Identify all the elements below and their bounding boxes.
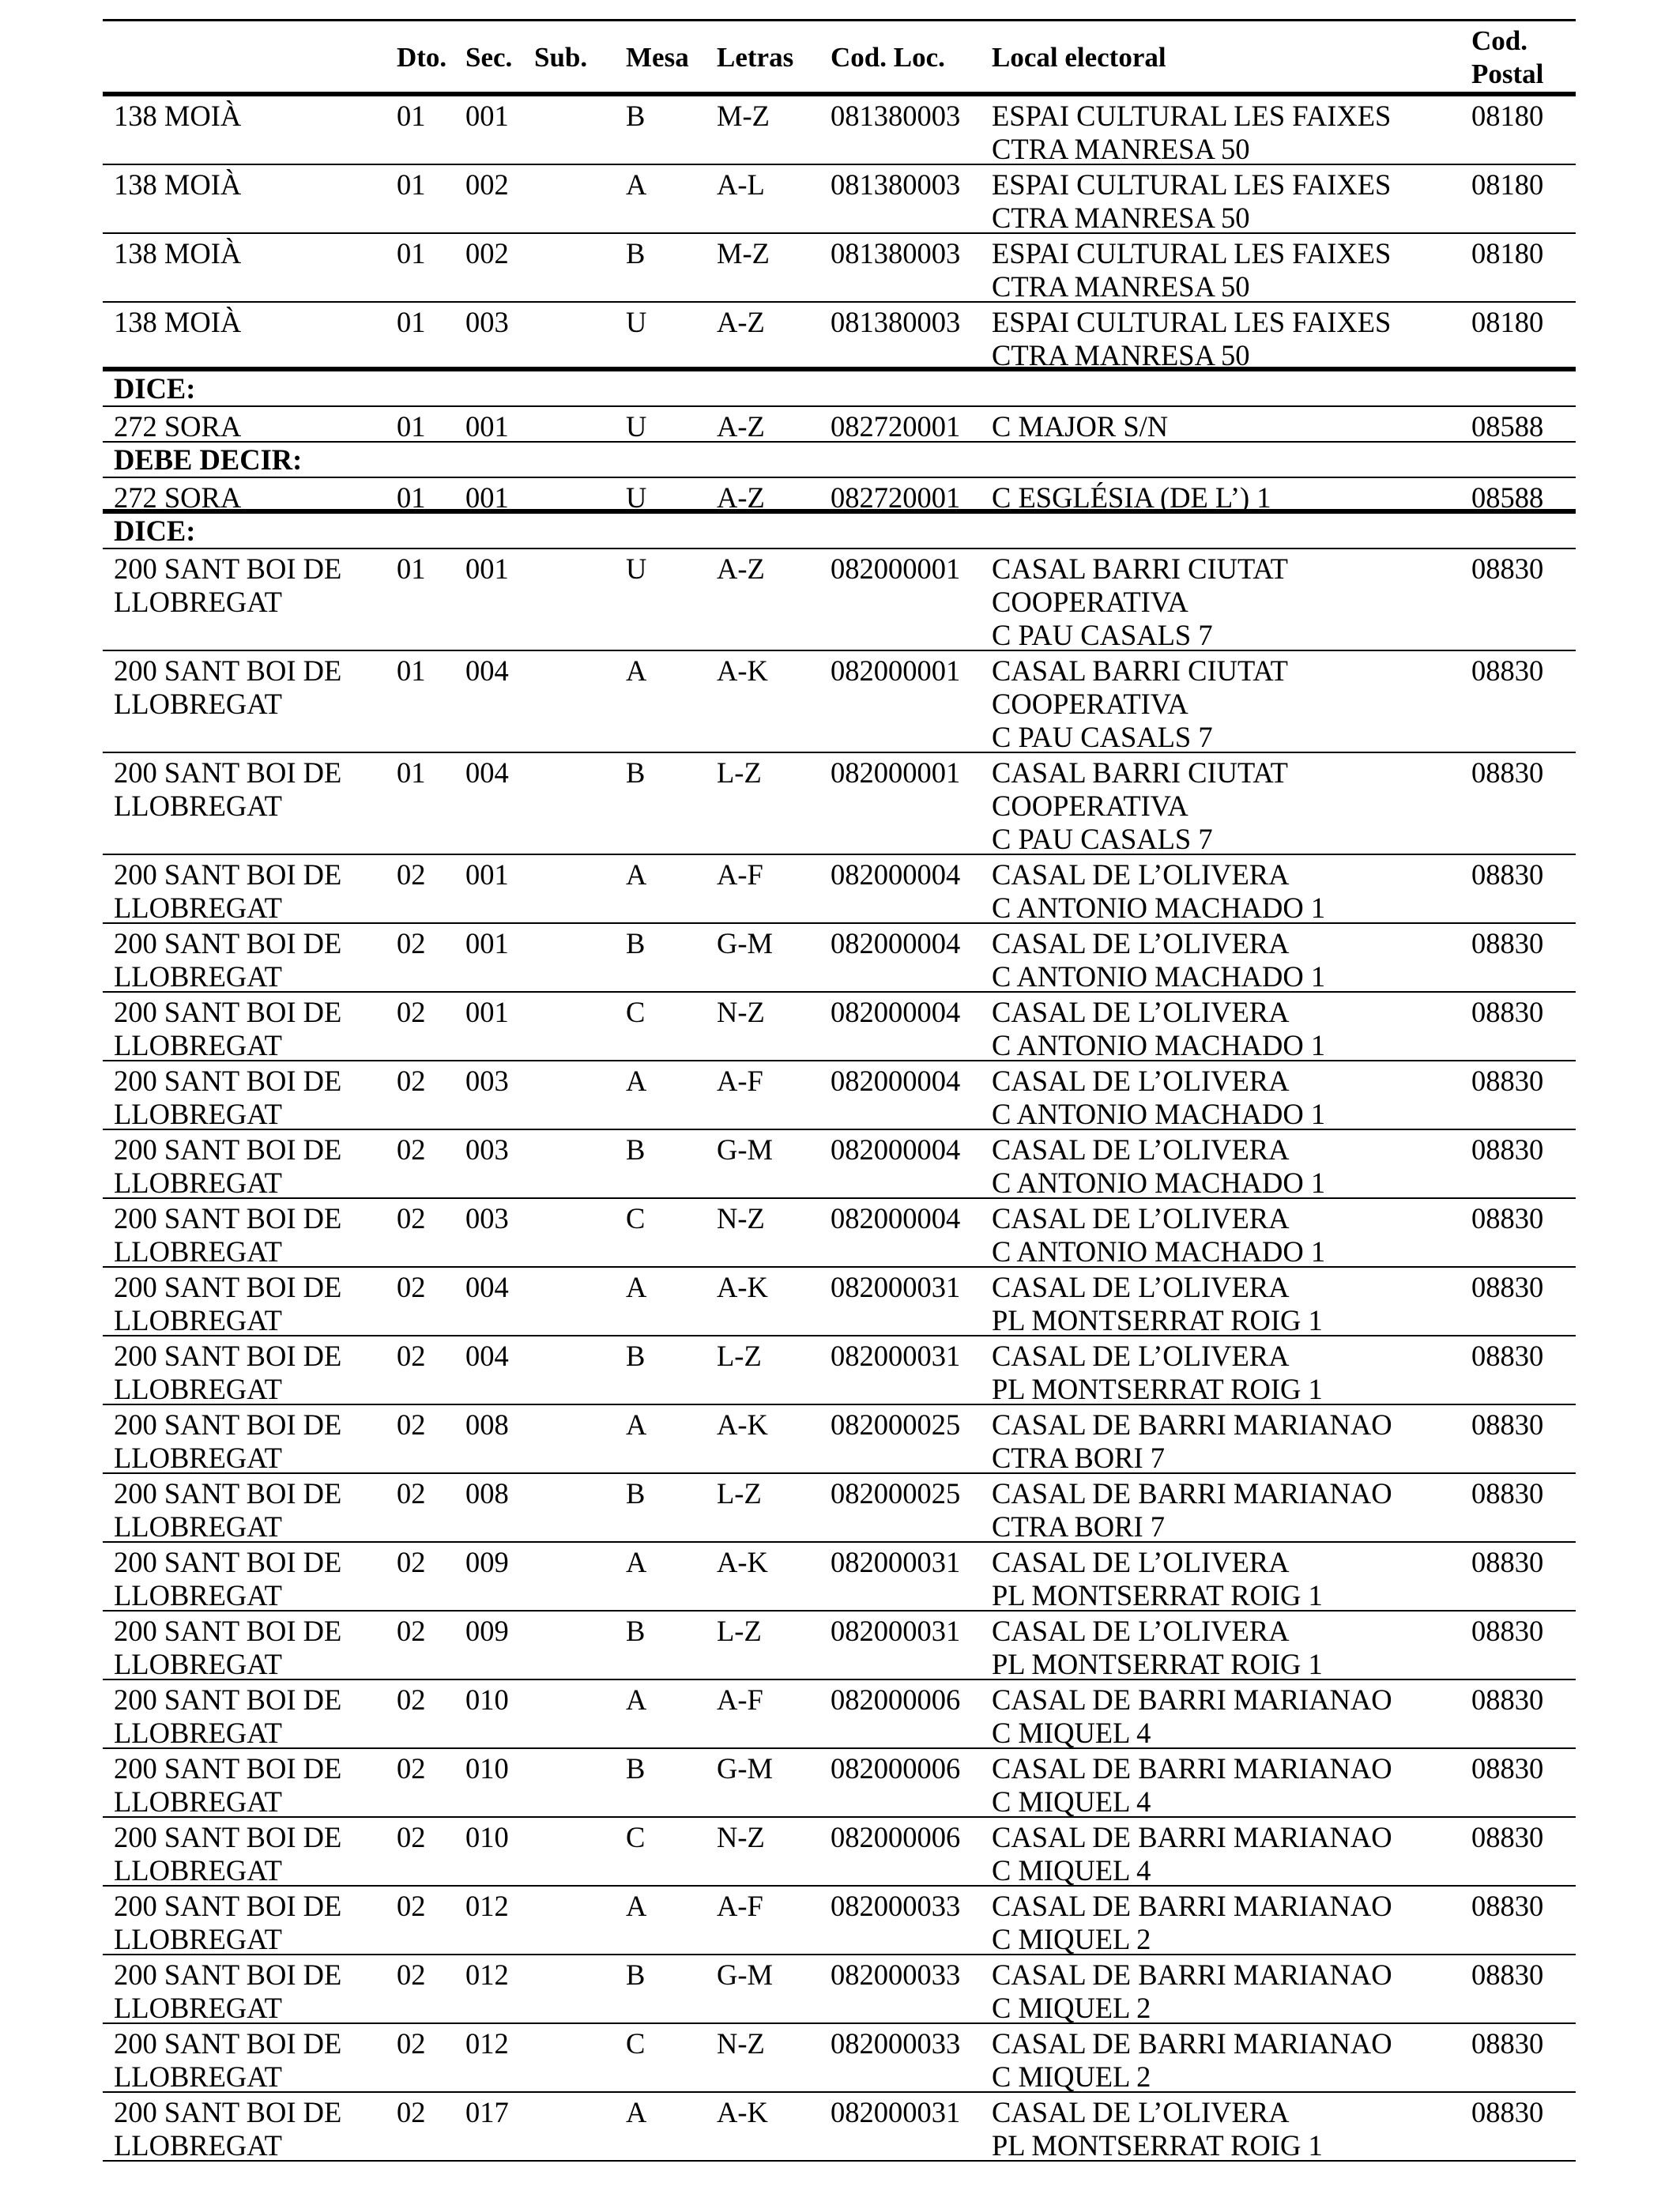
- cell-letras: A-K: [717, 654, 768, 687]
- table-row: [103, 96, 1576, 165]
- cell-cod-postal: 08830: [1471, 552, 1544, 585]
- cell-municipio: 200 SANT BOI DE LLOBREGAT: [114, 1408, 342, 1474]
- cell-letras: M-Z: [717, 237, 770, 270]
- cell-letras: A-F: [717, 1683, 763, 1716]
- cell-cod-loc: 082000031: [831, 1615, 961, 1647]
- cell-cod-postal: 08830: [1471, 2096, 1544, 2128]
- table-row: [103, 924, 1576, 993]
- table-row: [103, 1818, 1576, 1887]
- cell-cod-postal: 08830: [1471, 1340, 1544, 1372]
- cell-dto: 02: [397, 2027, 426, 2060]
- cell-sec: 001: [465, 858, 509, 891]
- table-row: [103, 549, 1576, 651]
- cell-cod-postal: 08830: [1471, 1958, 1544, 1991]
- cell-letras: A-K: [717, 1271, 768, 1303]
- cell-cod-postal: 08830: [1471, 654, 1544, 687]
- cell-sec: 004: [465, 1340, 509, 1372]
- cell-cod-postal: 08830: [1471, 1890, 1544, 1922]
- cell-local-electoral: CASAL DE L’OLIVERA C ANTONIO MACHADO 1: [992, 1065, 1326, 1130]
- cell-dto: 02: [397, 1683, 426, 1716]
- cell-dto: 01: [397, 237, 426, 270]
- cell-cod-loc: 082000031: [831, 1340, 961, 1372]
- cell-cod-postal: 08830: [1471, 996, 1544, 1028]
- cell-cod-postal: 08180: [1471, 168, 1544, 201]
- cell-municipio: 200 SANT BOI DE LLOBREGAT: [114, 1890, 342, 1955]
- cell-local-electoral: CASAL DE L’OLIVERA C ANTONIO MACHADO 1: [992, 1202, 1326, 1268]
- cell-mesa: C: [626, 2027, 646, 2060]
- cell-mesa: U: [626, 552, 647, 585]
- cell-local-electoral: CASAL BARRI CIUTAT COOPERATIVA C PAU CASALS 7: [992, 756, 1288, 855]
- cell-letras: A-Z: [717, 481, 765, 514]
- cell-letras: N-Z: [717, 996, 765, 1028]
- cell-letras: N-Z: [717, 2027, 765, 2060]
- cell-mesa: U: [626, 481, 647, 514]
- cell-sec: 003: [465, 1202, 509, 1235]
- cell-cod-loc: 082000004: [831, 1202, 961, 1235]
- cell-cod-postal: 08830: [1471, 1408, 1544, 1441]
- cell-cod-postal: 08830: [1471, 1271, 1544, 1303]
- cell-local-electoral: CASAL DE L’OLIVERA PL MONTSERRAT ROIG 1: [992, 2096, 1323, 2162]
- cell-municipio: 200 SANT BOI DE LLOBREGAT: [114, 552, 342, 618]
- cell-letras: A-K: [717, 1546, 768, 1578]
- table-row: [103, 1130, 1576, 1199]
- cell-municipio: 138 MOIÀ: [114, 237, 242, 270]
- cell-local-electoral: CASAL BARRI CIUTAT COOPERATIVA C PAU CASALS 7: [992, 654, 1288, 753]
- cell-cod-loc: 082000033: [831, 1890, 961, 1922]
- table-row: [103, 1680, 1576, 1749]
- cell-municipio: 200 SANT BOI DE LLOBREGAT: [114, 1477, 342, 1543]
- cell-municipio: 200 SANT BOI DE LLOBREGAT: [114, 1821, 342, 1887]
- cell-local-electoral: ESPAI CULTURAL LES FAIXES CTRA MANRESA 50: [992, 306, 1392, 371]
- dice-label: [103, 514, 1576, 549]
- cell-cod-loc: 082000004: [831, 996, 961, 1028]
- cell-municipio: 200 SANT BOI DE LLOBREGAT: [114, 2096, 342, 2162]
- header-sub: Sub.: [534, 42, 588, 73]
- cell-cod-loc: 081380003: [831, 237, 961, 270]
- cell-dto: 02: [397, 1958, 426, 1991]
- cell-letras: M-Z: [717, 100, 770, 132]
- cell-dto: 02: [397, 1615, 426, 1647]
- cell-sec: 002: [465, 168, 509, 201]
- cell-letras: A-K: [717, 2096, 768, 2128]
- cell-sec: 012: [465, 1890, 509, 1922]
- cell-mesa: U: [626, 410, 647, 443]
- cell-cod-postal: 08830: [1471, 927, 1544, 959]
- table-row: [103, 651, 1576, 753]
- cell-municipio: 200 SANT BOI DE LLOBREGAT: [114, 1683, 342, 1749]
- cell-cod-postal: 08830: [1471, 1133, 1544, 1166]
- cell-mesa: B: [626, 756, 646, 789]
- cell-sec: 002: [465, 237, 509, 270]
- cell-mesa: A: [626, 1271, 647, 1303]
- table-row: [103, 993, 1576, 1061]
- cell-letras: L-Z: [717, 1340, 762, 1372]
- cell-sec: 009: [465, 1546, 509, 1578]
- cell-local-electoral: C MAJOR S/N: [992, 410, 1169, 443]
- cell-dto: 02: [397, 1821, 426, 1853]
- cell-letras: A-L: [717, 168, 765, 201]
- cell-sec: 008: [465, 1408, 509, 1441]
- table-row: [103, 1268, 1576, 1336]
- cell-dto: 02: [397, 2096, 426, 2128]
- cell-local-electoral: CASAL DE BARRI MARIANAO C MIQUEL 2: [992, 2027, 1392, 2093]
- cell-letras: N-Z: [717, 1202, 765, 1235]
- header-mesa: Mesa: [626, 42, 689, 73]
- cell-dto: 02: [397, 1340, 426, 1372]
- cell-mesa: C: [626, 1202, 646, 1235]
- cell-cod-loc: 082000006: [831, 1683, 961, 1716]
- cell-cod-loc: 082000025: [831, 1477, 961, 1510]
- cell-local-electoral: CASAL DE L’OLIVERA PL MONTSERRAT ROIG 1: [992, 1615, 1323, 1680]
- cell-cod-loc: 082000033: [831, 2027, 961, 2060]
- cell-mesa: B: [626, 100, 646, 132]
- cell-dto: 02: [397, 996, 426, 1028]
- cell-municipio: 138 MOIÀ: [114, 168, 242, 201]
- table-row: [103, 1887, 1576, 1955]
- cell-cod-loc: 082000033: [831, 1958, 961, 1991]
- cell-mesa: A: [626, 1408, 647, 1441]
- cell-cod-loc: 082000006: [831, 1821, 961, 1853]
- debe-decir-label: [103, 443, 1576, 478]
- cell-cod-loc: 082000031: [831, 2096, 961, 2128]
- cell-mesa: A: [626, 1890, 647, 1922]
- cell-cod-postal: 08830: [1471, 756, 1544, 789]
- cell-cod-postal: 08830: [1471, 1477, 1544, 1510]
- cell-cod-postal: 08180: [1471, 100, 1544, 132]
- cell-municipio: 200 SANT BOI DE LLOBREGAT: [114, 858, 342, 924]
- cell-dto: 02: [397, 1065, 426, 1097]
- cell-local-electoral: ESPAI CULTURAL LES FAIXES CTRA MANRESA 50: [992, 168, 1392, 234]
- cell-dto: 02: [397, 1890, 426, 1922]
- cell-sec: 004: [465, 1271, 509, 1303]
- table-row: [103, 2024, 1576, 2093]
- cell-letras: A-F: [717, 858, 763, 891]
- cell-cod-loc: 082000001: [831, 654, 961, 687]
- cell-local-electoral: CASAL DE L’OLIVERA C ANTONIO MACHADO 1: [992, 996, 1326, 1061]
- cell-letras: N-Z: [717, 1821, 765, 1853]
- cell-local-electoral: CASAL DE BARRI MARIANAO C MIQUEL 2: [992, 1890, 1392, 1955]
- cell-sec: 003: [465, 1065, 509, 1097]
- cell-cod-loc: 082000004: [831, 1133, 961, 1166]
- cell-mesa: B: [626, 1477, 646, 1510]
- header-cod-postal: Cod. Postal: [1471, 25, 1544, 89]
- cell-municipio: 200 SANT BOI DE LLOBREGAT: [114, 2027, 342, 2093]
- table-row: [103, 407, 1576, 443]
- cell-dto: 01: [397, 168, 426, 201]
- cell-dto: 02: [397, 1271, 426, 1303]
- cell-local-electoral: CASAL DE BARRI MARIANAO C MIQUEL 4: [992, 1752, 1392, 1818]
- cell-cod-loc: 082720001: [831, 410, 961, 443]
- cell-cod-postal: 08830: [1471, 1065, 1544, 1097]
- cell-municipio: 200 SANT BOI DE LLOBREGAT: [114, 1065, 342, 1130]
- table-row: [103, 1543, 1576, 1612]
- table-row: [103, 1749, 1576, 1818]
- table-row: [103, 1955, 1576, 2024]
- cell-mesa: A: [626, 1683, 647, 1716]
- table-row: [103, 855, 1576, 924]
- cell-local-electoral: CASAL DE L’OLIVERA PL MONTSERRAT ROIG 1: [992, 1340, 1323, 1405]
- cell-cod-postal: 08180: [1471, 306, 1544, 338]
- cell-municipio: 200 SANT BOI DE LLOBREGAT: [114, 1340, 342, 1405]
- cell-dto: 01: [397, 306, 426, 338]
- cell-letras: A-Z: [717, 410, 765, 443]
- cell-cod-loc: 081380003: [831, 306, 961, 338]
- cell-sec: 012: [465, 1958, 509, 1991]
- cell-mesa: U: [626, 306, 647, 338]
- cell-dto: 02: [397, 1408, 426, 1441]
- cell-letras: A-Z: [717, 552, 765, 585]
- cell-dto: 02: [397, 1133, 426, 1166]
- table-row: [103, 1199, 1576, 1268]
- cell-cod-loc: 082000031: [831, 1546, 961, 1578]
- cell-letras: L-Z: [717, 1477, 762, 1510]
- cell-letras: L-Z: [717, 756, 762, 789]
- cell-municipio: 200 SANT BOI DE LLOBREGAT: [114, 1615, 342, 1680]
- header-dto: Dto.: [397, 42, 447, 73]
- cell-sec: 001: [465, 927, 509, 959]
- table-row: [103, 1405, 1576, 1474]
- cell-municipio: 272 SORA: [114, 481, 242, 514]
- cell-local-electoral: CASAL DE BARRI MARIANAO CTRA BORI 7: [992, 1408, 1392, 1474]
- cell-mesa: B: [626, 1615, 646, 1647]
- cell-cod-postal: 08830: [1471, 1683, 1544, 1716]
- cell-letras: G-M: [717, 1752, 773, 1785]
- cell-sec: 004: [465, 654, 509, 687]
- cell-cod-loc: 082000001: [831, 756, 961, 789]
- cell-letras: G-M: [717, 1133, 773, 1166]
- cell-mesa: B: [626, 1133, 646, 1166]
- cell-dto: 02: [397, 927, 426, 959]
- cell-local-electoral: CASAL BARRI CIUTAT COOPERATIVA C PAU CASALS 7: [992, 552, 1288, 651]
- cell-sec: 001: [465, 100, 509, 132]
- cell-mesa: B: [626, 1752, 646, 1785]
- dice-label-text: DICE:: [114, 515, 196, 547]
- cell-mesa: C: [626, 996, 646, 1028]
- cell-local-electoral: CASAL DE BARRI MARIANAO C MIQUEL 4: [992, 1683, 1392, 1749]
- cell-letras: A-K: [717, 1408, 768, 1441]
- cell-mesa: C: [626, 1821, 646, 1853]
- cell-sec: 008: [465, 1477, 509, 1510]
- cell-dto: 01: [397, 481, 426, 514]
- cell-local-electoral: CASAL DE L’OLIVERA C ANTONIO MACHADO 1: [992, 1133, 1326, 1199]
- cell-sec: 001: [465, 996, 509, 1028]
- header-local-electoral: Local electoral: [992, 42, 1166, 73]
- cell-local-electoral: ESPAI CULTURAL LES FAIXES CTRA MANRESA 50: [992, 237, 1392, 303]
- cell-sec: 009: [465, 1615, 509, 1647]
- cell-municipio: 200 SANT BOI DE LLOBREGAT: [114, 1546, 342, 1612]
- cell-letras: A-F: [717, 1890, 763, 1922]
- cell-local-electoral: CASAL DE L’OLIVERA PL MONTSERRAT ROIG 1: [992, 1271, 1323, 1336]
- cell-municipio: 200 SANT BOI DE LLOBREGAT: [114, 654, 342, 720]
- cell-sec: 010: [465, 1683, 509, 1716]
- cell-mesa: A: [626, 654, 647, 687]
- cell-local-electoral: CASAL DE L’OLIVERA C ANTONIO MACHADO 1: [992, 927, 1326, 993]
- cell-mesa: A: [626, 858, 647, 891]
- cell-cod-postal: 08830: [1471, 1615, 1544, 1647]
- debe-decir-label-text: DEBE DECIR:: [114, 443, 303, 476]
- cell-sec: 001: [465, 481, 509, 514]
- cell-dto: 01: [397, 100, 426, 132]
- cell-cod-loc: 082000006: [831, 1752, 961, 1785]
- cell-mesa: A: [626, 1065, 647, 1097]
- cell-cod-postal: 08830: [1471, 1821, 1544, 1853]
- cell-local-electoral: CASAL DE BARRI MARIANAO CTRA BORI 7: [992, 1477, 1392, 1543]
- cell-municipio: 272 SORA: [114, 410, 242, 443]
- table-row: [103, 478, 1576, 514]
- cell-mesa: A: [626, 2096, 647, 2128]
- cell-cod-postal: 08588: [1471, 481, 1544, 514]
- cell-mesa: B: [626, 927, 646, 959]
- cell-cod-postal: 08830: [1471, 858, 1544, 891]
- cell-local-electoral: CASAL DE L’OLIVERA PL MONTSERRAT ROIG 1: [992, 1546, 1323, 1612]
- cell-cod-loc: 082000025: [831, 1408, 961, 1441]
- cell-letras: G-M: [717, 1958, 773, 1991]
- cell-sec: 012: [465, 2027, 509, 2060]
- table-row: [103, 1336, 1576, 1405]
- cell-municipio: 200 SANT BOI DE LLOBREGAT: [114, 1958, 342, 2024]
- cell-dto: 01: [397, 410, 426, 443]
- cell-sec: 010: [465, 1821, 509, 1853]
- table-row: [103, 165, 1576, 234]
- cell-dto: 02: [397, 1546, 426, 1578]
- cell-dto: 02: [397, 858, 426, 891]
- cell-mesa: B: [626, 1958, 646, 1991]
- cell-cod-postal: 08588: [1471, 410, 1544, 443]
- electoral-table: [103, 19, 1576, 2162]
- cell-municipio: 200 SANT BOI DE LLOBREGAT: [114, 756, 342, 822]
- cell-local-electoral: ESPAI CULTURAL LES FAIXES CTRA MANRESA 50: [992, 100, 1392, 165]
- table-row: [103, 1474, 1576, 1543]
- cell-cod-loc: 081380003: [831, 100, 961, 132]
- cell-cod-loc: 082000031: [831, 1271, 961, 1303]
- cell-sec: 001: [465, 410, 509, 443]
- cell-municipio: 138 MOIÀ: [114, 306, 242, 338]
- cell-dto: 01: [397, 552, 426, 585]
- cell-municipio: 200 SANT BOI DE LLOBREGAT: [114, 996, 342, 1061]
- cell-cod-loc: 082720001: [831, 481, 961, 514]
- cell-municipio: 200 SANT BOI DE LLOBREGAT: [114, 1133, 342, 1199]
- cell-mesa: A: [626, 1546, 647, 1578]
- header-sec: Sec.: [465, 42, 513, 73]
- cell-municipio: 200 SANT BOI DE LLOBREGAT: [114, 1202, 342, 1268]
- cell-cod-loc: 082000001: [831, 552, 961, 585]
- cell-mesa: A: [626, 168, 647, 201]
- cell-cod-postal: 08180: [1471, 237, 1544, 270]
- cell-cod-postal: 08830: [1471, 2027, 1544, 2060]
- cell-cod-postal: 08830: [1471, 1202, 1544, 1235]
- cell-sec: 003: [465, 306, 509, 338]
- cell-local-electoral: C ESGLÉSIA (DE L’) 1: [992, 481, 1271, 514]
- cell-local-electoral: CASAL DE BARRI MARIANAO C MIQUEL 2: [992, 1958, 1392, 2024]
- table-row: [103, 753, 1576, 855]
- cell-letras: L-Z: [717, 1615, 762, 1647]
- cell-letras: A-F: [717, 1065, 763, 1097]
- cell-letras: A-Z: [717, 306, 765, 338]
- cell-municipio: 200 SANT BOI DE LLOBREGAT: [114, 927, 342, 993]
- cell-dto: 01: [397, 654, 426, 687]
- table-row: [103, 303, 1576, 371]
- table-row: [103, 1612, 1576, 1680]
- cell-sec: 003: [465, 1133, 509, 1166]
- cell-local-electoral: CASAL DE BARRI MARIANAO C MIQUEL 4: [992, 1821, 1392, 1887]
- cell-cod-loc: 082000004: [831, 927, 961, 959]
- cell-mesa: B: [626, 1340, 646, 1372]
- cell-sec: 004: [465, 756, 509, 789]
- cell-sec: 010: [465, 1752, 509, 1785]
- header-letras: Letras: [717, 42, 794, 73]
- cell-cod-postal: 08830: [1471, 1752, 1544, 1785]
- cell-letras: G-M: [717, 927, 773, 959]
- cell-municipio: 200 SANT BOI DE LLOBREGAT: [114, 1752, 342, 1818]
- cell-municipio: 200 SANT BOI DE LLOBREGAT: [114, 1271, 342, 1336]
- cell-dto: 01: [397, 756, 426, 789]
- cell-dto: 02: [397, 1202, 426, 1235]
- cell-mesa: B: [626, 237, 646, 270]
- header-cod-loc: Cod. Loc.: [831, 42, 945, 73]
- cell-dto: 02: [397, 1752, 426, 1785]
- dice-label-text: DICE:: [114, 372, 196, 405]
- cell-dto: 02: [397, 1477, 426, 1510]
- cell-sec: 017: [465, 2096, 509, 2128]
- dice-label: [103, 371, 1576, 407]
- table-header: [103, 21, 1576, 96]
- cell-cod-loc: 081380003: [831, 168, 961, 201]
- cell-cod-postal: 08830: [1471, 1546, 1544, 1578]
- table-row: [103, 234, 1576, 303]
- table-row: [103, 1061, 1576, 1130]
- table-row: [103, 2093, 1576, 2162]
- cell-cod-loc: 082000004: [831, 858, 961, 891]
- cell-sec: 001: [465, 552, 509, 585]
- cell-local-electoral: CASAL DE L’OLIVERA C ANTONIO MACHADO 1: [992, 858, 1326, 924]
- cell-cod-loc: 082000004: [831, 1065, 961, 1097]
- cell-municipio: 138 MOIÀ: [114, 100, 242, 132]
